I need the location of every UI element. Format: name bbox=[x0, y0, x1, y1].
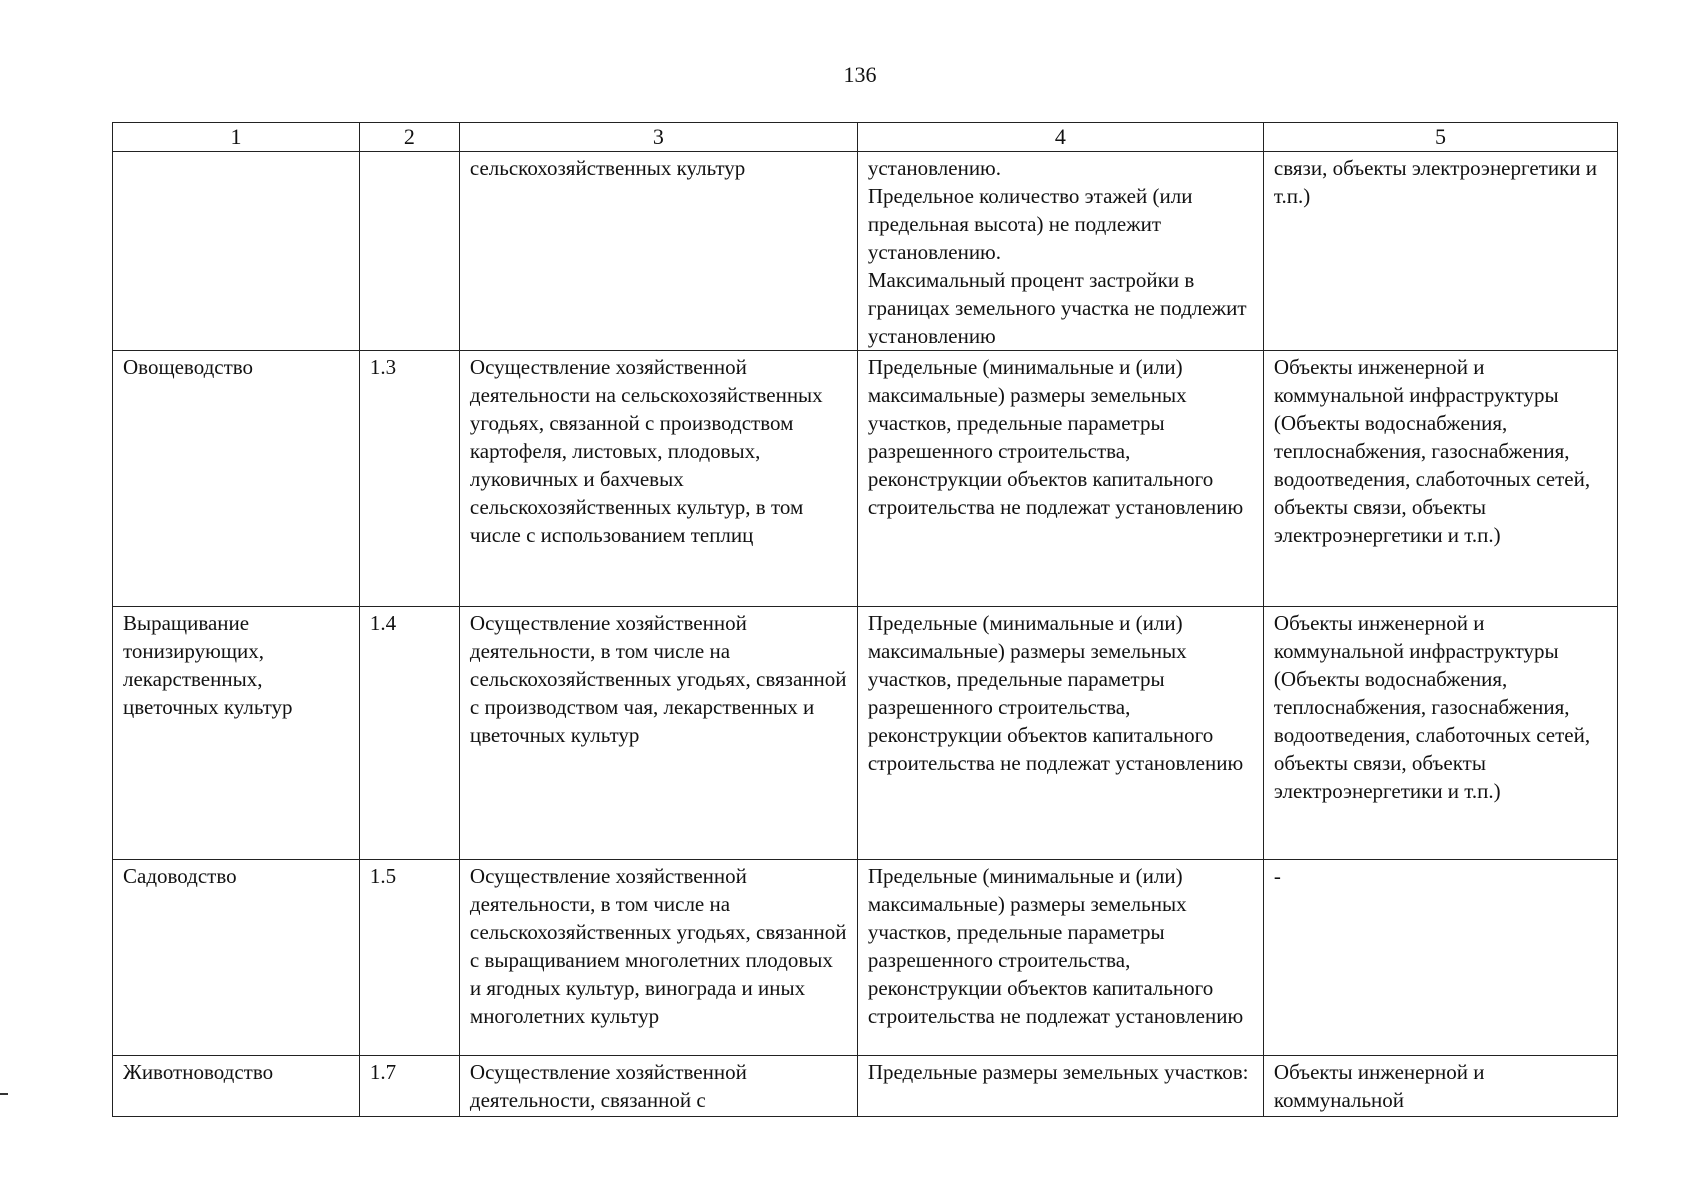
parameters-cell: установлению. Предельное количество этажей (или предельная высота) не подлежит установлению. Максимальный процент застройки в границах земельного участка не подлежит установлению bbox=[857, 152, 1263, 351]
table-header-row bbox=[113, 123, 1618, 152]
table-row bbox=[113, 351, 1618, 607]
use-code-cell: 1.4 bbox=[359, 607, 459, 860]
use-description-cell: Осуществление хозяйственной деятельности, в том числе на сельскохозяйственных угодьях, связанной с производством чая, лекарственных и цветочных культур bbox=[459, 607, 857, 860]
use-name-cell: Садоводство bbox=[113, 860, 360, 1056]
table-row bbox=[113, 860, 1618, 1056]
regulations-table bbox=[112, 122, 1618, 1117]
use-description-cell: сельскохозяйственных культур bbox=[459, 152, 857, 351]
use-code-cell bbox=[359, 152, 459, 351]
use-code-cell: 1.7 bbox=[359, 1056, 459, 1117]
use-name-cell: Животноводство bbox=[113, 1056, 360, 1117]
use-description-cell: Осуществление хозяйственной деятельности на сельскохозяйственных угодьях, связанной с производством картофеля, листовых, плодовых, луковичных и бахчевых сельскохозяйственных культур, в том числе с использованием теплиц bbox=[459, 351, 857, 607]
margin-mark bbox=[0, 1093, 8, 1095]
use-code-cell: 1.5 bbox=[359, 860, 459, 1056]
table-row bbox=[113, 152, 1618, 351]
column-header: 3 bbox=[459, 123, 857, 152]
parameters-cell: Предельные (минимальные и (или) максимальные) размеры земельных участков, предельные параметры разрешенного строительства, реконструкции объектов капитального строительства не подлежат установлению bbox=[857, 607, 1263, 860]
use-description-cell: Осуществление хозяйственной деятельности, связанной с bbox=[459, 1056, 857, 1117]
use-name-cell: Выращивание тонизирующих, лекарственных, цветочных культур bbox=[113, 607, 360, 860]
objects-cell: связи, объекты электроэнергетики и т.п.) bbox=[1263, 152, 1617, 351]
parameters-cell: Предельные (минимальные и (или) максимальные) размеры земельных участков, предельные параметры разрешенного строительства, реконструкции объектов капитального строительства не подлежат установлению bbox=[857, 351, 1263, 607]
table-row bbox=[113, 1056, 1618, 1117]
column-header: 1 bbox=[113, 123, 360, 152]
objects-cell: - bbox=[1263, 860, 1617, 1056]
use-name-cell: Овощеводство bbox=[113, 351, 360, 607]
objects-cell: Объекты инженерной и коммунальной bbox=[1263, 1056, 1617, 1117]
parameters-cell: Предельные (минимальные и (или) максимальные) размеры земельных участков, предельные параметры разрешенного строительства, реконструкции объектов капитального строительства не подлежат установлению bbox=[857, 860, 1263, 1056]
parameters-cell: Предельные размеры земельных участков: bbox=[857, 1056, 1263, 1117]
table-row bbox=[113, 607, 1618, 860]
use-code-cell: 1.3 bbox=[359, 351, 459, 607]
column-header: 4 bbox=[857, 123, 1263, 152]
column-header: 2 bbox=[359, 123, 459, 152]
objects-cell: Объекты инженерной и коммунальной инфраструктуры (Объекты водоснабжения, теплоснабжения, газоснабжения, водоотведения, слаботочных сетей, объекты связи, объекты электроэнергетики и т.п.) bbox=[1263, 607, 1617, 860]
page-number: 136 bbox=[843, 62, 877, 87]
use-description-cell: Осуществление хозяйственной деятельности, в том числе на сельскохозяйственных угодьях, связанной с выращиванием многолетних плодовых и ягодных культур, винограда и иных многолетних культур bbox=[459, 860, 857, 1056]
objects-cell: Объекты инженерной и коммунальной инфраструктуры (Объекты водоснабжения, теплоснабжения, газоснабжения, водоотведения, слаботочных сетей, объекты связи, объекты электроэнергетики и т.п.) bbox=[1263, 351, 1617, 607]
column-header: 5 bbox=[1263, 123, 1617, 152]
use-name-cell bbox=[113, 152, 360, 351]
